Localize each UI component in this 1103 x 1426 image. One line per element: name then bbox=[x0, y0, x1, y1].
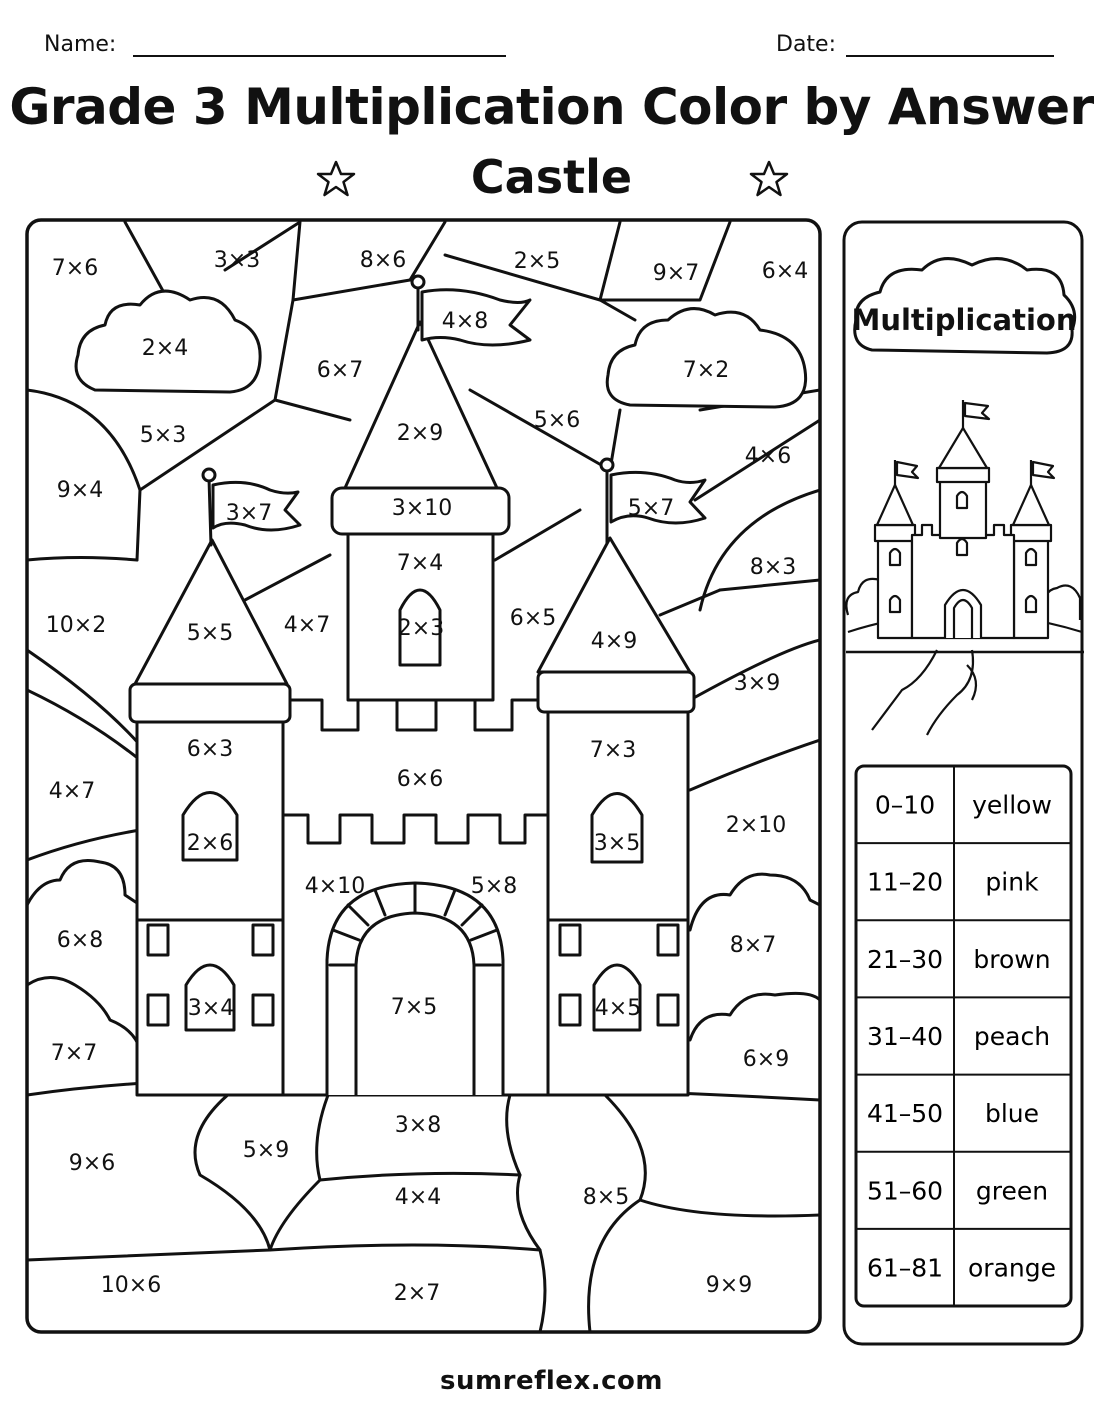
legend-range: 0–10 bbox=[874, 790, 936, 820]
problem-label: 10×6 bbox=[100, 1273, 162, 1298]
problem-label: 8×5 bbox=[582, 1185, 630, 1210]
legend-heading: Multiplication bbox=[851, 303, 1077, 337]
problem-label: 6×7 bbox=[316, 358, 364, 383]
footer-site: sumreflex.com bbox=[440, 1366, 663, 1396]
problem-label: 3×5 bbox=[593, 831, 641, 856]
problem-label: 6×6 bbox=[396, 767, 444, 792]
problem-label: 4×9 bbox=[590, 629, 638, 654]
legend-color-name: peach bbox=[973, 1022, 1051, 1051]
legend-range: 61–81 bbox=[866, 1253, 944, 1283]
page-title: Grade 3 Multiplication Color by Answer bbox=[9, 78, 1094, 136]
problem-label: 9×4 bbox=[56, 478, 104, 503]
problem-label: 5×3 bbox=[139, 423, 187, 448]
problem-label: 3×4 bbox=[187, 996, 235, 1021]
problem-label: 7×7 bbox=[50, 1041, 98, 1066]
problem-label: 6×5 bbox=[509, 606, 557, 631]
problem-label: 3×7 bbox=[225, 501, 273, 526]
problem-label: 4×10 bbox=[304, 874, 366, 899]
legend-color-name: brown bbox=[973, 944, 1051, 974]
legend-range: 41–50 bbox=[866, 1099, 944, 1129]
problem-label: 7×5 bbox=[390, 995, 438, 1020]
legend-color-name: green bbox=[975, 1176, 1049, 1206]
legend-range: 51–60 bbox=[866, 1176, 944, 1206]
legend-color-name: pink bbox=[985, 867, 1039, 897]
problem-label: 2×9 bbox=[396, 421, 444, 446]
problem-label: 8×7 bbox=[729, 933, 777, 958]
problem-label: 2×3 bbox=[397, 616, 445, 641]
problem-label: 8×3 bbox=[749, 555, 797, 580]
problem-label: 6×3 bbox=[186, 737, 234, 762]
problem-label: 7×3 bbox=[589, 738, 637, 763]
problem-label: 8×6 bbox=[359, 248, 407, 273]
problem-label: 4×6 bbox=[744, 444, 792, 469]
problem-label: 3×9 bbox=[733, 671, 781, 696]
problem-label: 7×6 bbox=[51, 256, 99, 281]
problem-label: 2×6 bbox=[186, 831, 234, 856]
legend-color-name: blue bbox=[984, 1099, 1040, 1129]
problem-label: 3×10 bbox=[391, 496, 453, 521]
problem-label: 2×7 bbox=[393, 1281, 441, 1306]
problem-label: 2×4 bbox=[141, 336, 189, 361]
problem-label: 6×4 bbox=[761, 259, 809, 284]
problem-label: 4×5 bbox=[594, 996, 642, 1021]
problem-label: 5×6 bbox=[533, 408, 581, 433]
name-label: Name: bbox=[44, 32, 117, 57]
problem-label: 5×5 bbox=[186, 621, 234, 646]
legend-range: 21–30 bbox=[866, 944, 944, 974]
problem-label: 10×2 bbox=[45, 613, 107, 638]
problem-label: 4×8 bbox=[441, 309, 489, 334]
legend-range: 11–20 bbox=[866, 867, 944, 897]
problem-label: 9×7 bbox=[652, 261, 700, 286]
problem-label: 6×8 bbox=[56, 928, 104, 953]
problem-label: 3×8 bbox=[394, 1113, 442, 1138]
problem-label: 4×7 bbox=[48, 779, 96, 804]
legend-table bbox=[856, 766, 1071, 1306]
problem-label: 7×2 bbox=[682, 358, 730, 383]
problem-label: 2×5 bbox=[513, 249, 561, 274]
problem-label: 3×3 bbox=[213, 248, 261, 273]
legend-panel bbox=[842, 220, 1088, 1350]
problem-label: 2×10 bbox=[725, 813, 787, 838]
problem-label: 9×9 bbox=[705, 1273, 753, 1298]
problem-label: 7×4 bbox=[396, 551, 444, 576]
problem-label: 4×4 bbox=[394, 1185, 442, 1210]
page-subtitle: Castle bbox=[470, 150, 633, 204]
date-label: Date: bbox=[776, 32, 836, 57]
problem-label: 6×9 bbox=[742, 1047, 790, 1072]
problem-label: 5×9 bbox=[242, 1138, 290, 1163]
legend-range: 31–40 bbox=[866, 1022, 944, 1051]
legend-color-name: orange bbox=[968, 1253, 1056, 1283]
legend-color-name: yellow bbox=[972, 790, 1052, 820]
problem-label: 5×8 bbox=[470, 874, 518, 899]
problem-label: 9×6 bbox=[68, 1151, 116, 1176]
problem-label: 4×7 bbox=[283, 613, 331, 638]
problem-label: 5×7 bbox=[627, 496, 675, 521]
